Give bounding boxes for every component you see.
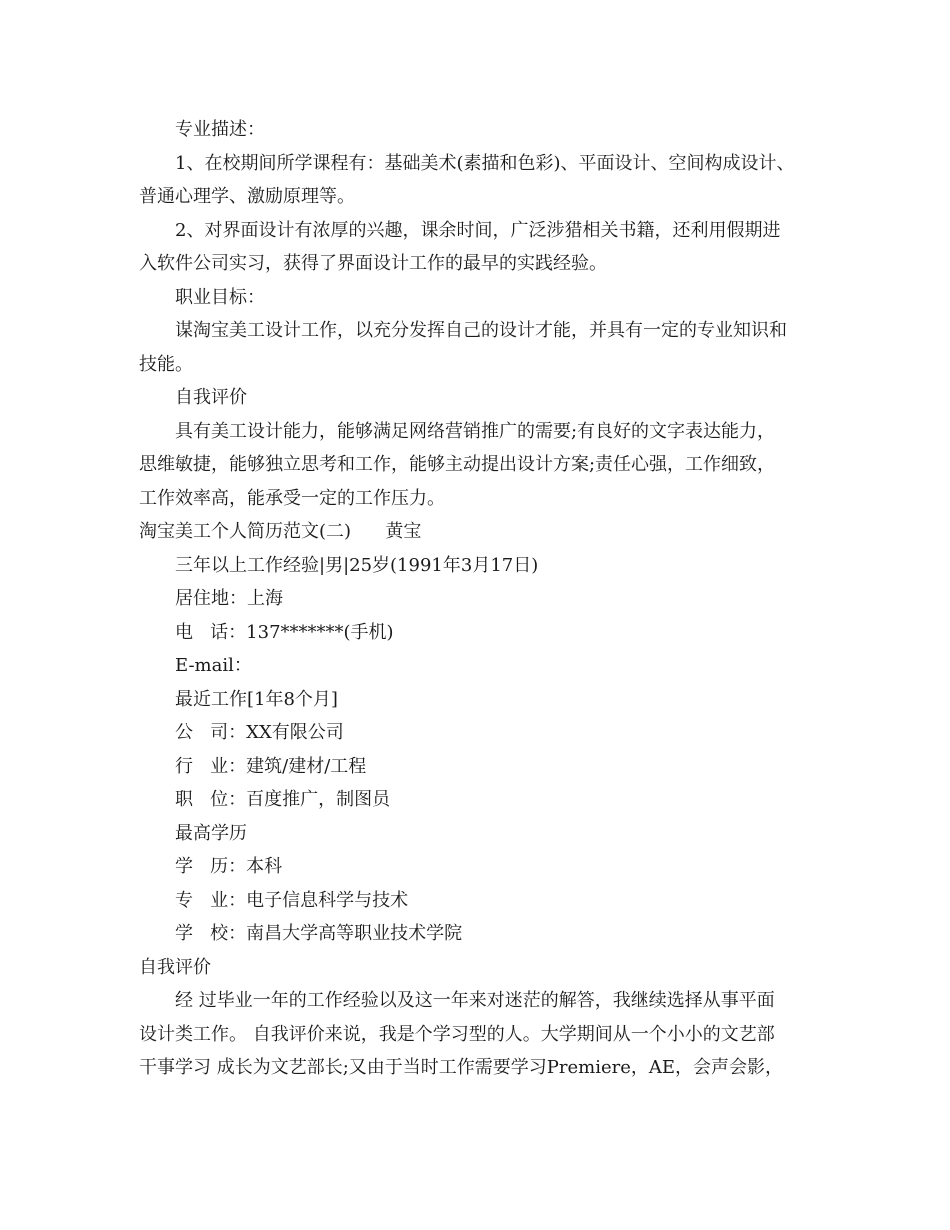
text-line: 设计类工作。 自我评价来说，我是个学习型的人。大学期间从一个小小的文艺部	[139, 1023, 775, 1045]
text-line: 普通心理学、激励原理等。	[139, 186, 355, 207]
text-line: 居住地：上海	[175, 588, 283, 609]
document-body	[139, 113, 839, 1085]
text-line: 三年以上工作经验|男|25岁(1991年3月17日)	[175, 554, 539, 576]
text-line: 2、对界面设计有浓厚的兴趣，课余时间，广泛涉猎相关书籍，还利用假期进	[175, 219, 781, 241]
text-line: 最近工作[1年8个月]	[175, 688, 338, 710]
text-line: 学 历：本科	[175, 856, 283, 877]
text-line: 职 位：百度推广，制图员	[175, 789, 391, 810]
text-line: 专 业：电子信息科学与技术	[175, 889, 409, 911]
text-line: 最高学历	[175, 822, 247, 844]
text-line: 专业描述：	[175, 119, 265, 140]
text-line: 公 司：XX有限公司	[175, 722, 344, 743]
text-line: 入软件公司实习，获得了界面设计工作的最早的实践经验。	[139, 253, 607, 274]
text-line: 技能。	[139, 353, 193, 375]
text-line: 具有美工设计能力，能够满足网络营销推广的需要;有良好的文字表达能力，	[175, 420, 776, 442]
text-line: 学 校：南昌大学高等职业技术学院	[175, 923, 463, 944]
text-line: 职业目标：	[175, 286, 265, 308]
text-line: 工作效率高，能承受一定的工作压力。	[139, 487, 445, 509]
text-line: E-mail：	[175, 655, 252, 676]
text-line: 淘宝美工个人简历范文(二) 黄宝	[139, 521, 422, 542]
text-line: 思维敏捷，能够独立思考和工作，能够主动提出设计方案;责任心强，工作细致，	[139, 454, 776, 475]
text-line: 经 过毕业一年的工作经验以及这一年来对迷茫的解答，我继续选择从事平面	[175, 990, 775, 1011]
text-line: 行 业：建筑/建材/工程	[175, 755, 367, 777]
text-line: 自我评价	[175, 387, 247, 408]
text-line: 1、在校期间所学课程有：基础美术(素描和色彩)、平面设计、空间构成设计、	[175, 152, 795, 174]
text-line: 谋淘宝美工设计工作，以充分发挥自己的设计才能，并具有一定的专业知识和	[175, 320, 787, 341]
text-line: 自我评价	[139, 956, 211, 978]
text-line: 电 话：137*******(手机)	[175, 621, 394, 643]
text-line: 干事学习 成长为文艺部长;又由于当时工作需要学习Premiere，AE，会声会影，	[139, 1057, 784, 1078]
